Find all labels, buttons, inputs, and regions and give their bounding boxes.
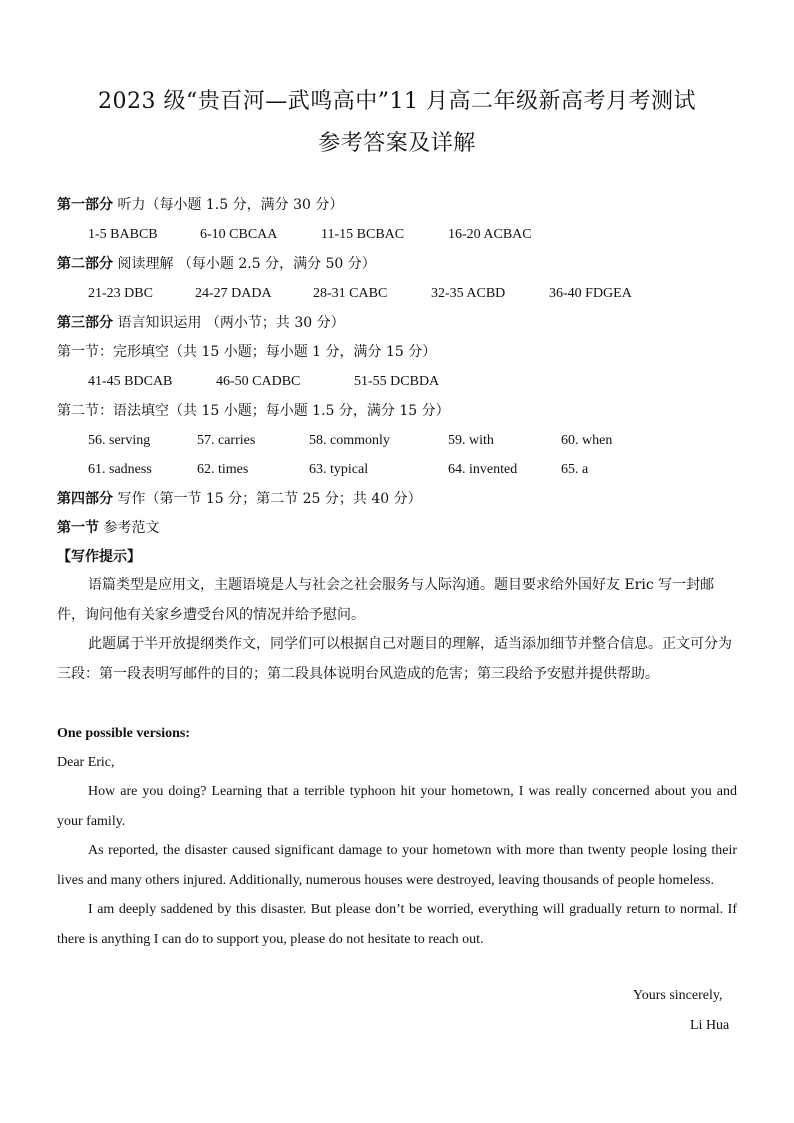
cloze-section-label: 第一节：完形填空（共 15 小题；每小题 1 分，满分 15 分） [57, 344, 437, 360]
letter-salutation: Dear Eric, [57, 755, 115, 770]
letter-paragraph: As reported, the disaster caused significant damage to your hometown with more than twenty people losing their lives and many others injured. Additionally, numerous houses were destroyed, leaving thousands of people homeless. [57, 843, 737, 888]
grammar-answer: 62. times [197, 462, 249, 477]
writing-hint [57, 571, 737, 689]
writing-section1-heading: 第一节 [57, 520, 99, 536]
part3-header [57, 313, 345, 333]
letter-signature: Li Hua [690, 1018, 730, 1033]
writing-section1-header [57, 518, 159, 538]
part1-answer: 1-5 BABCB [88, 227, 158, 242]
letter-paragraph: How are you doing? Learning that a terrible typhoon hit your hometown, I was really concerned about you and your family. [57, 784, 737, 829]
letter-closing: Yours sincerely, [633, 988, 723, 1003]
grammar-answer: 57. carries [197, 433, 256, 448]
part2-heading: 第二部分 [57, 256, 113, 272]
part2-desc: 阅读理解 （每小题 2.5 分，满分 50 分） [117, 256, 376, 272]
cloze-answer: 46-50 CADBC [216, 374, 301, 389]
part2-answer: 32-35 ACBD [431, 286, 506, 301]
grammar-answer: 64. invented [448, 462, 518, 477]
part1-answer: 11-15 BCBAC [321, 227, 405, 242]
hint-paragraph: 此题属于半开放提纲类作文，同学们可以根据自己对题目的理解，适当添加细节并整合信息。正文可分为三段：第一段表明写邮件的目的；第二段具体说明台风造成的危害；第三段给予安慰并提供帮助。 [57, 636, 732, 682]
grammar-answer: 58. commonly [309, 433, 390, 448]
part2-header [57, 254, 376, 274]
part4-header [57, 489, 422, 509]
letter-body [57, 777, 737, 954]
grammar-answer: 61. sadness [88, 462, 152, 477]
grammar-answer: 65. a [561, 462, 589, 477]
writing-hint-label: 【写作提示】 [57, 549, 141, 565]
cloze-answer: 51-55 DCBDA [354, 374, 440, 389]
grammar-answer: 60. when [561, 433, 613, 448]
cloze-answer: 41-45 BDCAB [88, 374, 173, 389]
part1-heading: 第一部分 [57, 197, 113, 213]
part2-answer: 21-23 DBC [88, 286, 153, 301]
grammar-answer: 56. serving [88, 433, 151, 448]
part2-answer: 36-40 FDGEA [549, 286, 632, 301]
page-subtitle: 参考答案及详解 [318, 131, 476, 156]
writing-section1-desc: 参考范文 [103, 520, 160, 536]
part4-heading: 第四部分 [57, 491, 113, 507]
part1-desc: 听力（每小题 1.5 分，满分 30 分） [117, 197, 344, 213]
letter-paragraph: I am deeply saddened by this disaster. But please don’t be worried, everything will gradually return to normal. If there is anything I can do to support you, please do not hesitate to reach out. [57, 902, 737, 947]
part4-desc: 写作（第一节 15 分；第二节 25 分；共 40 分） [117, 491, 422, 507]
hint-paragraph: 语篇类型是应用文，主题语境是人与社会之社会服务与人际沟通。题目要求给外国好友 Eric 写一封邮件，询问他有关家乡遭受台风的情况并给予慰问。 [57, 577, 715, 623]
grammar-section-label: 第二节：语法填空（共 15 小题；每小题 1.5 分，满分 15 分） [57, 403, 450, 419]
page-title: 2023 级“贵百河—武鸣高中”11 月高二年级新高考月考测试 [98, 89, 696, 114]
part1-answer: 6-10 CBCAA [200, 227, 278, 242]
grammar-answer: 59. with [448, 433, 494, 448]
part2-answer: 24-27 DADA [195, 286, 272, 301]
grammar-answer: 63. typical [309, 462, 369, 477]
part1-header [57, 195, 343, 215]
part3-heading: 第三部分 [57, 315, 113, 331]
part3-desc: 语言知识运用 （两小节；共 30 分） [117, 315, 345, 331]
version-label: One possible versions: [57, 726, 191, 741]
part1-answer: 16-20 ACBAC [448, 227, 532, 242]
part2-answer: 28-31 CABC [313, 286, 388, 301]
